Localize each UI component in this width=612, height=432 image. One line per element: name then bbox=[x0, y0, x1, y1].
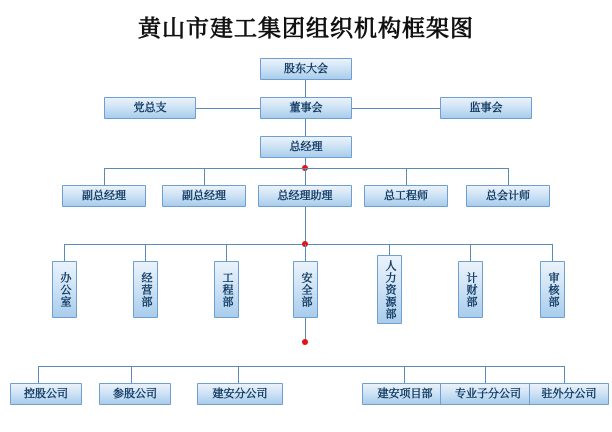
node-finance-dept[interactable]: 计财部 bbox=[458, 261, 483, 318]
connector-board-to-supervisory bbox=[352, 108, 440, 109]
node-audit-dept[interactable]: 审核部 bbox=[540, 261, 565, 318]
node-shareholders-meeting[interactable]: 股东大会 bbox=[260, 58, 352, 80]
node-holding-company[interactable]: 控股公司 bbox=[10, 383, 82, 405]
drop-chief-engineer bbox=[406, 168, 407, 185]
drop-jianan-project bbox=[404, 366, 405, 383]
drop-shareholding bbox=[131, 366, 132, 383]
node-chief-engineer[interactable]: 总工程师 bbox=[364, 185, 448, 207]
connector-shareholders-to-board bbox=[305, 80, 306, 97]
drop-gm-assistant bbox=[305, 168, 306, 185]
drop-audit bbox=[552, 244, 553, 261]
connector-party-to-board bbox=[196, 108, 260, 109]
node-specialized-subsidiary[interactable]: 专业子分公司 bbox=[440, 383, 536, 405]
node-overseas-branch[interactable]: 驻外分公司 bbox=[529, 383, 609, 405]
bus-executives bbox=[104, 168, 508, 169]
node-safety-dept[interactable]: 安全部 bbox=[293, 261, 318, 318]
node-hr-dept[interactable]: 人力资源部 bbox=[377, 255, 402, 324]
bus-departments bbox=[64, 244, 552, 245]
node-jianan-branch[interactable]: 建安分公司 bbox=[197, 383, 283, 405]
node-deputy-manager-1[interactable]: 副总经理 bbox=[62, 185, 146, 207]
node-party-branch[interactable]: 党总支 bbox=[104, 97, 196, 119]
drop-office bbox=[64, 244, 65, 261]
node-deputy-manager-2[interactable]: 副总经理 bbox=[162, 185, 246, 207]
node-office[interactable]: 办公室 bbox=[52, 261, 77, 318]
drop-chief-accountant bbox=[508, 168, 509, 185]
node-shareholding-company[interactable]: 参股公司 bbox=[99, 383, 171, 405]
drop-deputy-2 bbox=[204, 168, 205, 185]
node-business-dept[interactable]: 经营部 bbox=[133, 261, 158, 318]
drop-overseas bbox=[564, 366, 565, 383]
node-chief-accountant[interactable]: 总会计师 bbox=[466, 185, 550, 207]
drop-specialized bbox=[485, 366, 486, 383]
drop-business bbox=[145, 244, 146, 261]
node-gm-assistant[interactable]: 总经理助理 bbox=[258, 185, 352, 207]
drop-finance bbox=[470, 244, 471, 261]
node-supervisory-board[interactable]: 监事会 bbox=[440, 97, 532, 119]
page-title: 黄山市建工集团组织机构框架图 bbox=[138, 15, 474, 41]
node-general-manager[interactable]: 总经理 bbox=[260, 136, 352, 158]
drop-safety bbox=[305, 244, 306, 261]
node-jianan-project-dept[interactable]: 建安项目部 bbox=[362, 383, 448, 405]
node-engineering-dept[interactable]: 工程部 bbox=[214, 261, 239, 318]
drop-holding bbox=[38, 366, 39, 383]
drop-jianan-branch bbox=[238, 366, 239, 383]
drop-deputy-1 bbox=[104, 168, 105, 185]
node-board-of-directors[interactable]: 董事会 bbox=[260, 97, 352, 119]
drop-engineering bbox=[226, 244, 227, 261]
junction-dot-companies bbox=[302, 339, 308, 345]
connector-board-to-gm bbox=[305, 119, 306, 136]
